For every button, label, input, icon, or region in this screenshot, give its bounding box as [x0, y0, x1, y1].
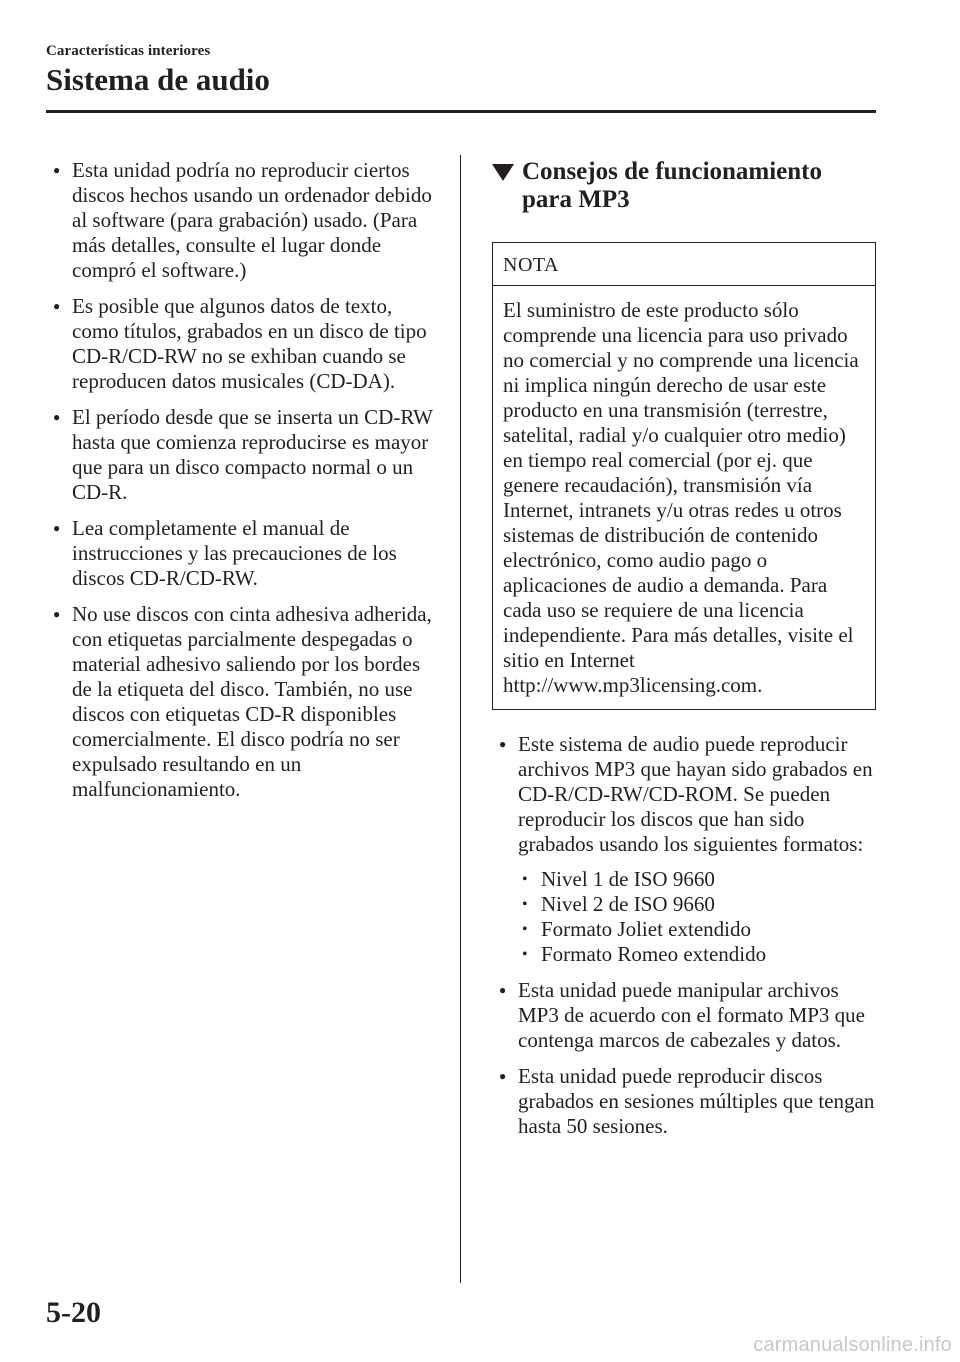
format-item: • Nivel 2 de ISO 9660 — [518, 892, 876, 917]
left-column — [46, 158, 436, 813]
triangle-down-icon — [492, 164, 514, 181]
format-list — [518, 867, 876, 967]
list-item-text: Este sistema de audio puede reproducir archivos MP3 que hayan sido grabados en CD-R/CD-RW/CD-ROM. Se pueden reproducir los discos que han sido grabados usando los siguientes formatos: — [518, 732, 873, 856]
page-number: 5-20 — [46, 1296, 101, 1329]
list-item: ● Esta unidad puede reproducir discos grabados en sesiones múltiples que tengan hasta 50 sesiones. — [492, 1064, 876, 1139]
list-item: ● Esta unidad puede manipular archivos MP3 de acuerdo con el formato MP3 que contenga marcos de cabezales y datos. — [492, 978, 876, 1053]
list-item — [492, 732, 876, 967]
mp3-tips-heading — [492, 158, 876, 214]
note-box — [492, 242, 876, 710]
list-item: ● El período desde que se inserta un CD-RW hasta que comienza reproducirse es mayor que para un disco compacto normal o un CD-R. — [46, 405, 436, 505]
list-item: ● Es posible que algunos datos de texto, como títulos, grabados en un disco de tipo CD-R/CD-RW no se exhiban cuando se reproducen datos musicales (CD-DA). — [46, 294, 436, 394]
list-item: ● Esta unidad podría no reproducir ciertos discos hechos usando un ordenador debido al software (para grabación) usado. (Para más detalles, consulte el lugar donde compró el software.) — [46, 158, 436, 283]
heading-text: Consejos de funcionamiento para MP3 — [522, 158, 823, 213]
list-item: ● Lea completamente el manual de instrucciones y las precauciones de los discos CD-R/CD-RW. — [46, 516, 436, 591]
left-bullet-list — [46, 158, 436, 802]
format-item: • Nivel 1 de ISO 9660 — [518, 867, 876, 892]
note-text: El suministro de este producto sólo comprende una licencia para uso privado no comercial y no comprende una licencia ni implica ningún derecho de usar este producto en una transmisión (terrestre, satelital, radial y/o cualquier otro medio) en tiempo real comercial (por ej. que genere recaudación), transmisión vía Internet, intranets y/u otras redes u otros sistemas de distribución de contenido electrónico, como audio pago o aplicaciones de audio a demanda. Para cada uso se requiere de una licencia independiente. Para más detalles, visite el sitio en Internet http://www.mp3licensing.com. — [503, 298, 859, 697]
watermark: carmanualsonline.info — [753, 1334, 952, 1356]
list-item: ● No use discos con cinta adhesiva adherida, con etiquetas parcialmente despegadas o material adhesivo saliendo por los bordes de la etiqueta del disco. También, no use discos con etiquetas CD-R disponibles comercialmente. El disco podría no ser expulsado resultando en un malfuncionamiento. — [46, 602, 436, 802]
right-bullet-list — [492, 732, 876, 1139]
section-label: Características interiores — [46, 43, 211, 59]
column-divider — [460, 155, 461, 1283]
format-item: • Formato Joliet extendido — [518, 917, 876, 942]
note-title: NOTA — [493, 243, 875, 286]
header-rule — [46, 110, 876, 113]
page-title: Sistema de audio — [46, 62, 270, 97]
right-column — [492, 158, 876, 1150]
format-item: • Formato Romeo extendido — [518, 942, 876, 967]
